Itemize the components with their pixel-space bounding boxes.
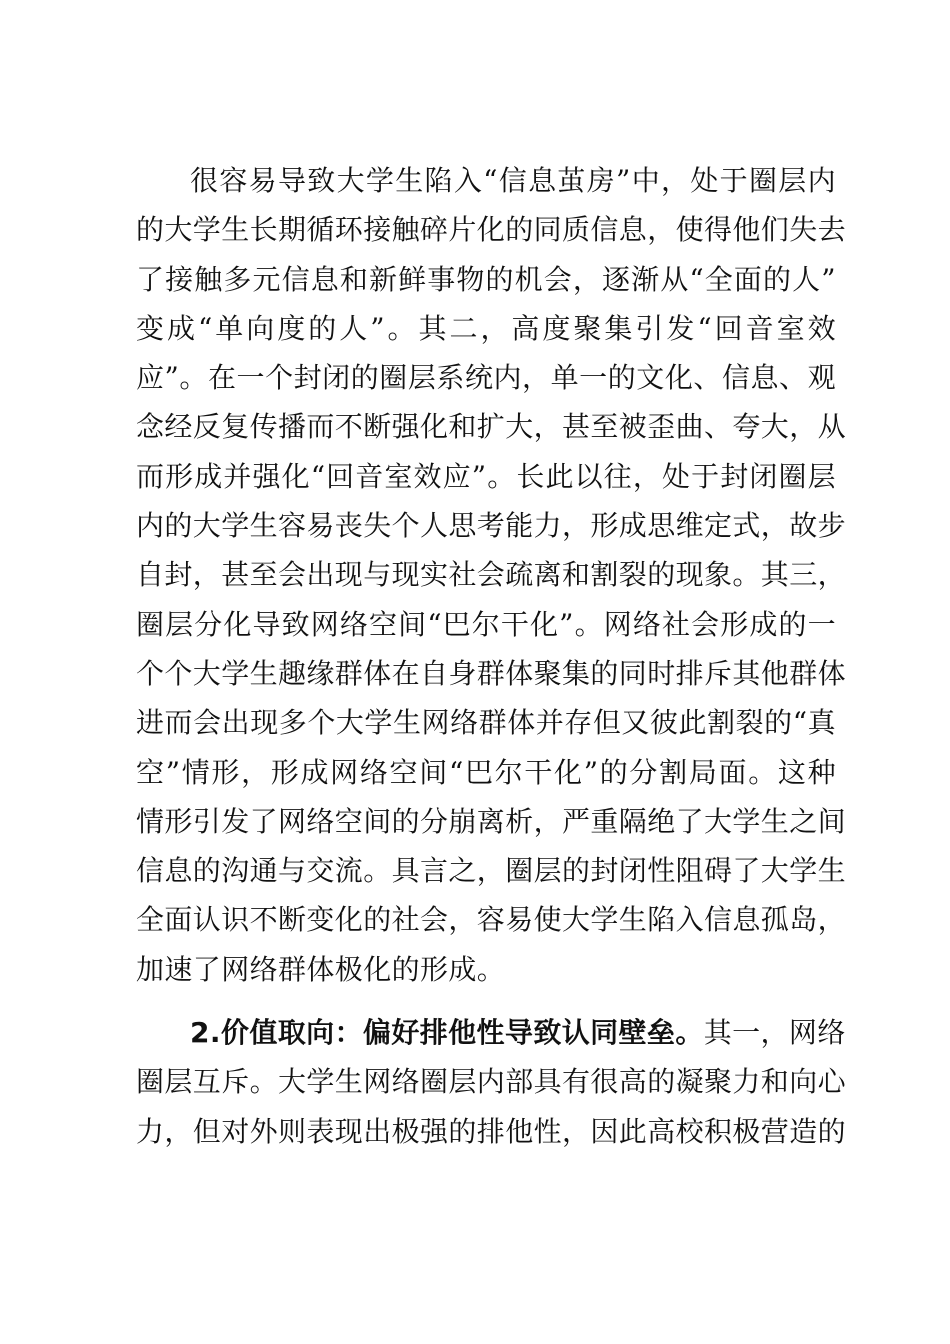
paragraph-line: 自封，甚至会出现与现实社会疏离和割裂的现象。其三， <box>136 558 847 592</box>
paragraph-line: 应”。在一个封闭的圈层系统内，单一的文化、信息、观 <box>136 361 836 395</box>
paragraph-gap <box>136 994 836 1008</box>
paragraph-line: 而形成并强化“回音室效应”。长此以往，处于封闭圈层 <box>136 459 836 493</box>
paragraph-line: 力，但对外则表现出极强的排他性，因此高校积极营造的 <box>136 1114 847 1148</box>
paragraph-line: 内的大学生容易丧失个人思考能力，形成思维定式，故步 <box>136 509 847 543</box>
paragraph-line: 的大学生长期循环接触碎片化的同质信息，使得他们失去 <box>136 213 847 247</box>
paragraph-line: 了接触多元信息和新鲜事物的机会，逐渐从“全面的人” <box>136 262 836 296</box>
paragraph-line: 全面认识不断变化的社会，容易使大学生陷入信息孤岛， <box>136 903 847 937</box>
paragraph-line: 加速了网络群体极化的形成。 <box>136 952 506 986</box>
paragraph-line: 情形引发了网络空间的分崩离析，严重隔绝了大学生之间 <box>136 804 847 838</box>
paragraph-line: 变成“单向度的人”。其二，高度聚集引发“回音室效 <box>136 311 836 345</box>
section-heading: 2.价值取向：偏好排他性导致认同壁垒。 <box>190 1016 704 1050</box>
paragraph-line: 圈层分化导致网络空间“巴尔干化”。网络社会形成的一 <box>136 607 836 641</box>
body-text <box>136 156 847 1156</box>
section-heading-line <box>136 1008 846 1057</box>
paragraph-line: 进而会出现多个大学生网络群体并存但又彼此割裂的“真 <box>136 706 836 740</box>
paragraph-line: 很容易导致大学生陷入“信息茧房”中，处于圈层内 <box>190 164 836 197</box>
paragraph-line: 信息的沟通与交流。具言之，圈层的封闭性阻碍了大学生 <box>136 854 847 888</box>
paragraph-line: 圈层互斥。大学生网络圈层内部具有很高的凝聚力和向心 <box>136 1065 847 1099</box>
paragraph-line: 念经反复传播而不断强化和扩大，甚至被歪曲、夸大，从 <box>136 410 847 444</box>
paragraph-line: 个个大学生趣缘群体在自身群体聚集的同时排斥其他群体 <box>136 656 847 690</box>
heading-line-rest: 其一，网络 <box>703 1016 846 1050</box>
paragraph-line: 空”情形，形成网络空间“巴尔干化”的分割局面。这种 <box>136 755 836 789</box>
